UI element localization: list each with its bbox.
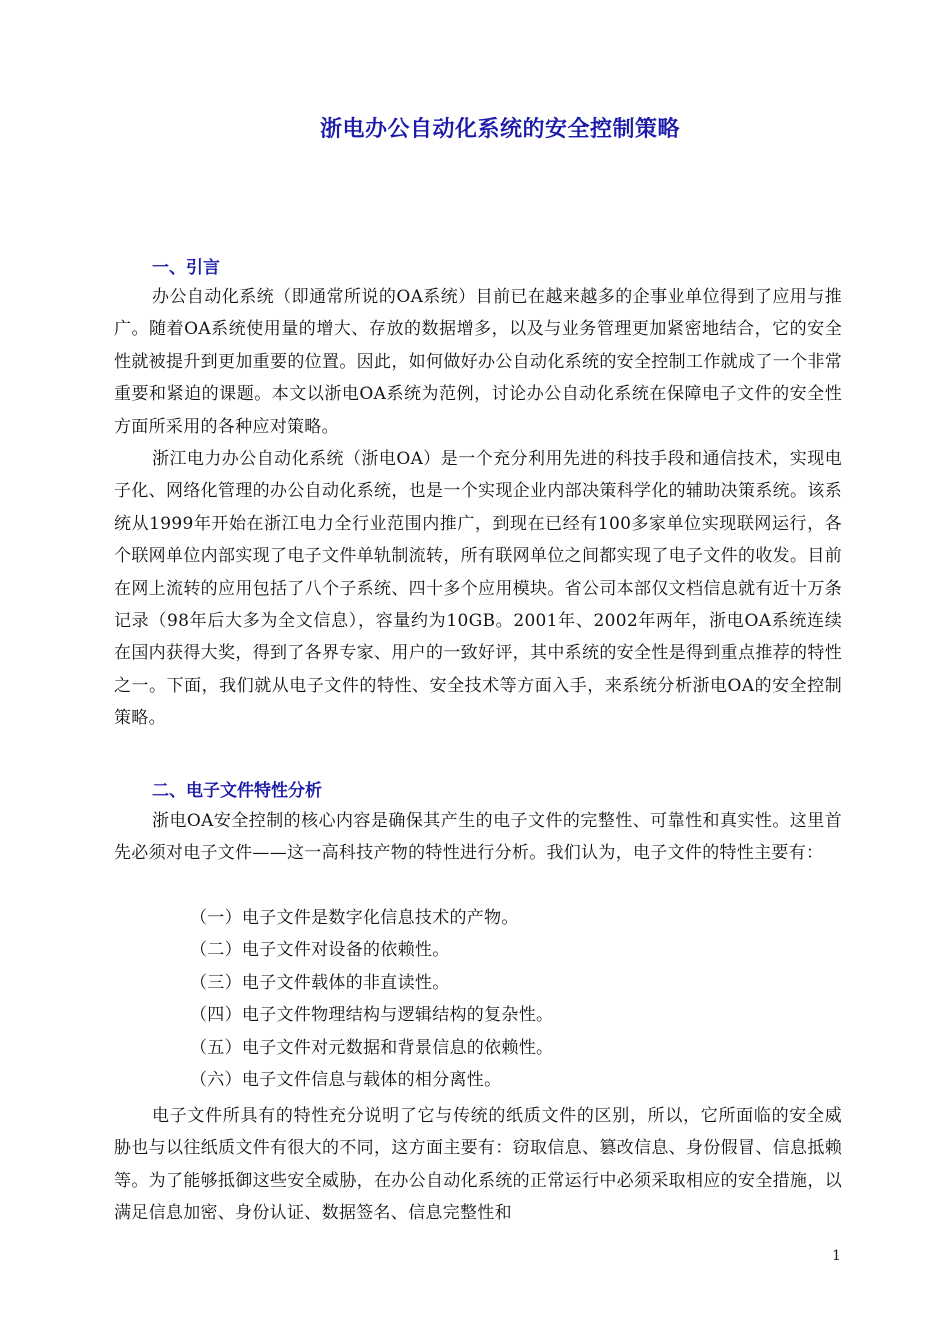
- document-title: 浙电办公自动化系统的安全控制策略: [319, 117, 680, 142]
- list-item: （三）电子文件载体的非直读性。: [190, 972, 450, 993]
- list-item: （二）电子文件对设备的依赖性。: [190, 940, 450, 961]
- list-item: （四）电子文件物理结构与逻辑结构的复杂性。: [190, 1005, 554, 1026]
- list-item: （一）电子文件是数字化信息技术的产物。: [190, 908, 519, 928]
- list-item: （五）电子文件对元数据和背景信息的依赖性。: [190, 1037, 554, 1058]
- file-properties-list: [190, 902, 840, 1096]
- section-heading-introduction: 一、引言: [152, 258, 220, 278]
- paragraph-security-threats: 电子文件所具有的特性充分说明了它与传统的纸质文件的区别，所以，它所面临的安全威胁也与以往纸质文件有很大的不同，这方面主要有：窃取信息、篡改信息、身份假冒、信息抵赖等。为了能够抵御这些安全威胁，在办公自动化系统的正常运行中必须采取相应的安全措施，以满足信息加密、身份认证、数据签名、信息完整性和: [114, 1106, 842, 1224]
- list-item: （六）电子文件信息与载体的相分离性。: [190, 1070, 502, 1091]
- paragraph-introduction-2: 浙江电力办公自动化系统（浙电OA）是一个充分利用先进的科技手段和通信技术，实现电子化、网络化管理的办公自动化系统，也是一个实现企业内部决策科学化的辅助决策系统。该系统从1999年开始在浙江电力全行业范围内推广，到现在已经有100多家单位实现联网运行，各个联网单位内部实现了电子文件单轨制流转，所有联网单位之间都实现了电子文件的收发。目前在网上流转的应用包括了八个子系统、四十多个应用模块。省公司本部仅文档信息就有近十万条记录（98年后大多为全文信息），容量约为10GB。2001年、2002年两年，浙电OA系统连续在国内获得大奖，得到了各界专家、用户的一致好评，其中系统的安全性是得到重点推荐的特性之一。下面，我们就从电子文件的特性、安全技术等方面入手，来系统分析浙电OA的安全控制策略。: [114, 449, 842, 729]
- page-number: 1: [832, 1248, 841, 1264]
- section-heading-file-properties: 二、电子文件特性分析: [152, 781, 322, 801]
- paragraph-introduction-1: 办公自动化系统（即通常所说的OA系统）目前已在越来越多的企事业单位得到了应用与推广。随着OA系统使用量的增大、存放的数据增多，以及与业务管理更加紧密地结合，它的安全性就被提升到更加重要的位置。因此，如何做好办公自动化系统的安全控制工作就成了一个非常重要和紧迫的课题。本文以浙电OA系统为范例，讨论办公自动化系统在保障电子文件的安全性方面所采用的各种应对策略。: [114, 287, 842, 437]
- paragraph-file-properties-intro: 浙电OA安全控制的核心内容是确保其产生的电子文件的完整性、可靠性和真实性。这里首先必须对电子文件——这一高科技产物的特性进行分析。我们认为，电子文件的特性主要有：: [114, 811, 842, 864]
